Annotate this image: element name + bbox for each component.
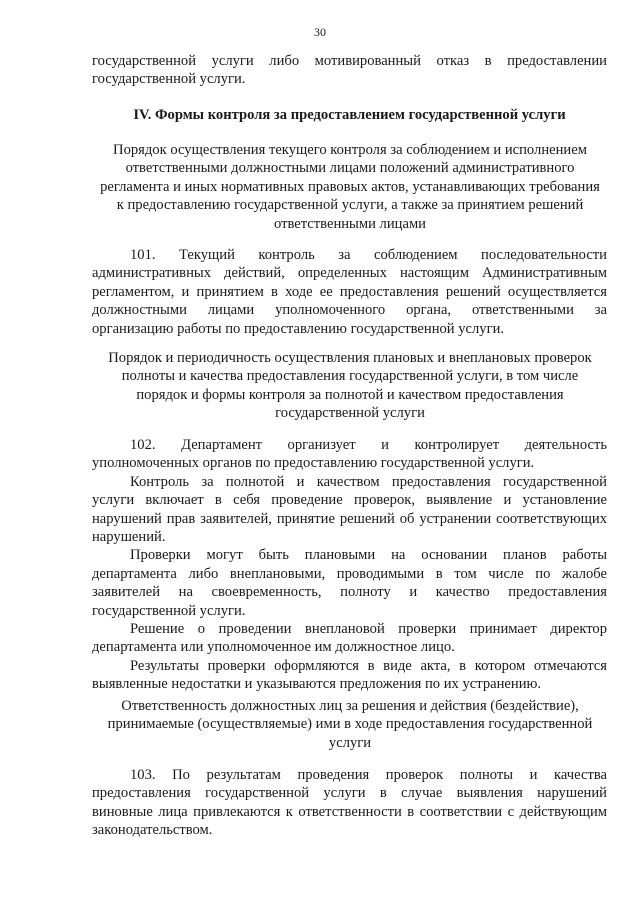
paragraph-101 [92,246,607,338]
text-line: государственной услуги либо мотивированный отказ в предоставлении [92,53,607,69]
paragraph-103 [92,766,607,840]
text-line: государственной услуги. [92,71,246,88]
subheading-inspections [95,349,605,423]
section-heading: IV. Формы контроля за предоставлением государственной услуги [133,107,566,123]
text-line: Проверки могут быть плановыми на основании планов работы [130,547,607,564]
text-line: 102. Департамент организует и контролирует деятельность [130,437,607,453]
text-line: Порядок и периодичность осуществления плановых и внеплановых проверок [108,350,592,366]
subheading-responsibility [100,697,600,752]
paragraph-102 [92,436,607,694]
text-line: регламента и иных нормативных правовых актов, устанавливающих требования [100,178,600,195]
text-line: виновные лица привлекаются к ответственности в соответствии с действующим [92,803,607,820]
text-line: полноты и качества предоставления государственной услуги, в том числе [121,368,579,385]
text-line: законодательством. [92,822,213,839]
text-line: Решение о проведении внеплановой проверки принимает директор [130,621,607,638]
subheading-current-control [100,141,600,233]
text-line: выявленные недостатки и указываются предложения по их устранению. [92,676,542,693]
text-line: предоставления государственной услуги в случае выявления нарушений [92,785,607,802]
text-line: государственной услуги [275,405,425,422]
text-line: департамента или уполномоченное им должностное лицо. [92,639,455,656]
text-line: Контроль за полнотой и качеством предоставления государственной [130,473,607,490]
text-line: услуги включает в себя проведение проверок, выявление и установление [92,492,607,509]
text-line: государственной услуги. [92,602,246,619]
text-line: должностными лицами уполномоченного органа, ответственными за [92,302,607,319]
text-line: Результаты проверки оформляются в виде акта, в котором отмечаются [130,657,607,674]
text-line: регламентом, и принятием в ходе ее предоставления решений осуществляется [92,283,607,300]
text-line: департамента либо внеплановыми, проводимыми в том числе по жалобе [92,565,607,582]
text-line: Ответственность должностных лиц за решения и действия (бездействие), [121,698,579,714]
text-line: ответственными лицами [273,215,426,232]
text-line: порядок и формы контроля за полнотой и качеством предоставления [136,386,564,403]
text-line: Порядок осуществления текущего контроля за соблюдением и исполнением [113,142,587,158]
text-line: нарушений прав заявителей, принятие решений об устранении соответствующих [92,510,607,527]
text-line: административных действий, определенных настоящим Административным [92,265,607,282]
text-line: заявителей на своевременность, полноту и качество предоставления [92,584,607,601]
continuation-paragraph [92,52,607,89]
text-line: нарушений. [92,529,166,546]
text-line: 101. Текущий контроль за соблюдением последовательности [130,247,607,263]
text-line: услуги [328,734,372,751]
text-line: принимаемые (осуществляемые) ими в ходе предоставления государственной [107,716,593,733]
text-line: 103. По результатам проведения проверок полноты и качества [130,767,607,783]
page-number: 30 [314,25,326,39]
text-line: уполномоченных органов по предоставлению государственной услуги. [92,455,535,472]
text-line: организацию работы по предоставлению государственной услуги. [92,320,505,337]
text-line: ответственными должностными лицами положений административного [125,160,575,177]
text-line: к предоставлению государственной услуги, а также за принятием решений [116,197,584,214]
